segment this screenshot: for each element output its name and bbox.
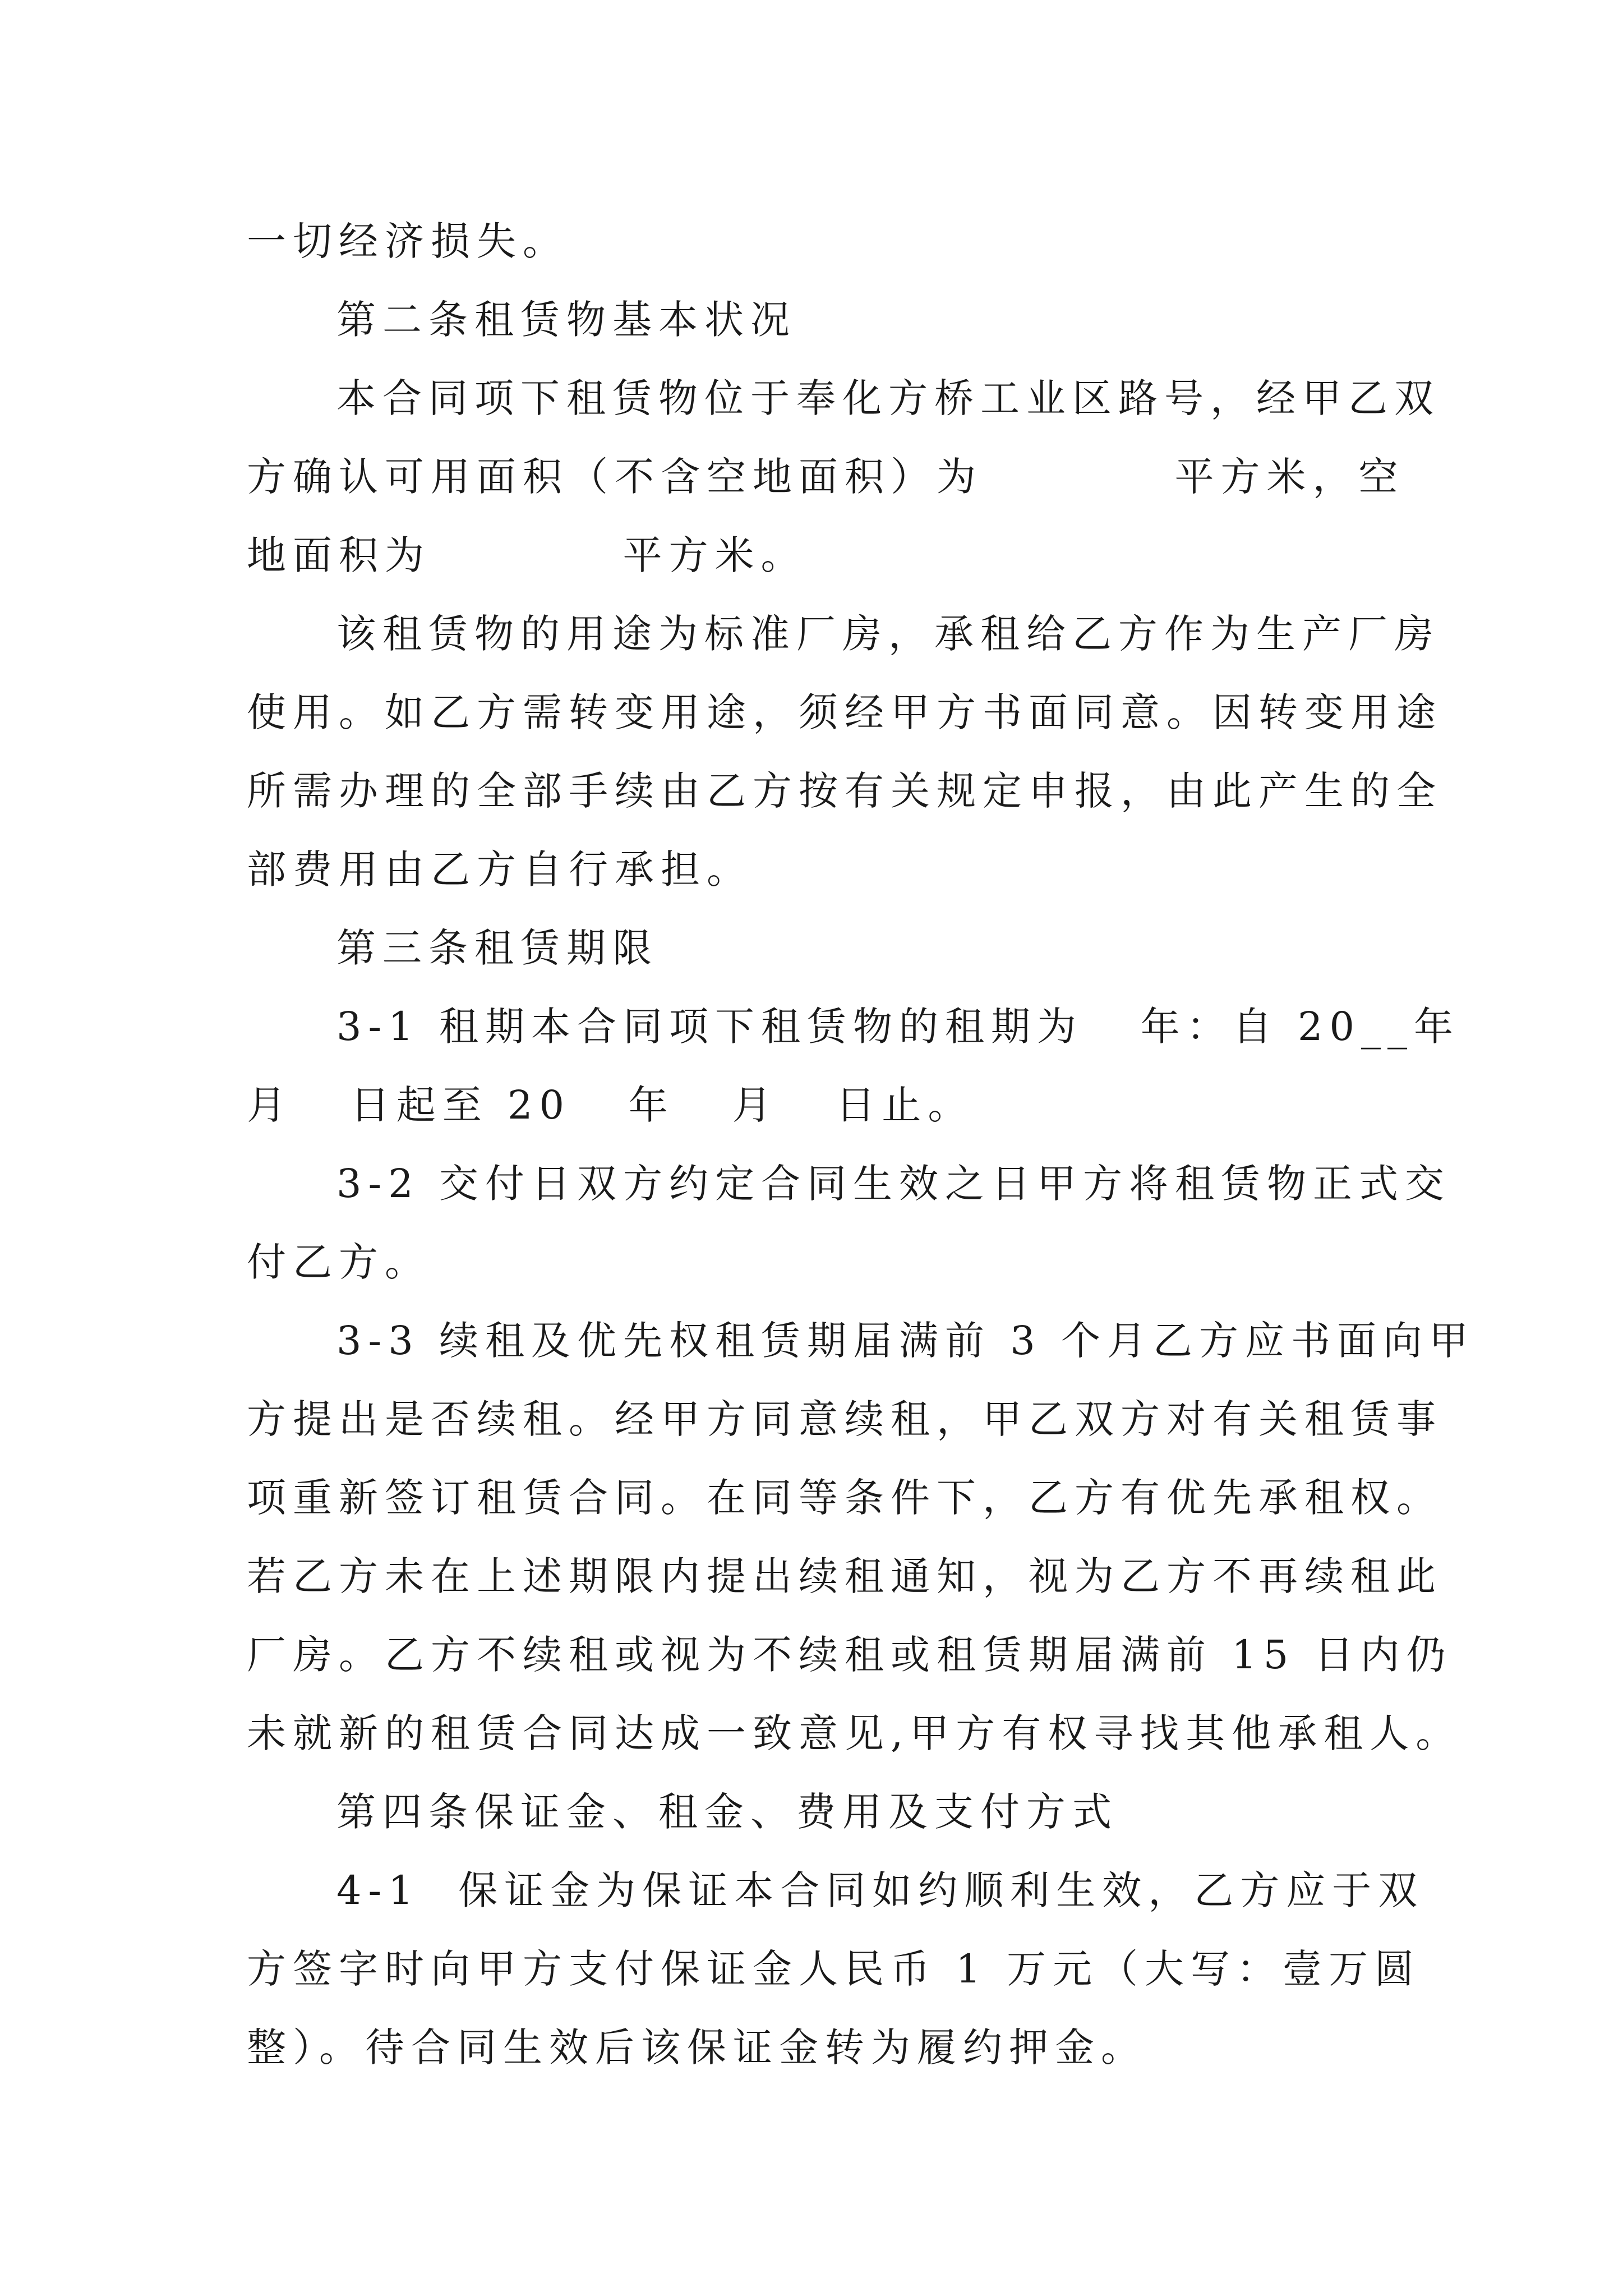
text-line: 3-2 交付日双方约定合同生效之日甲方将租赁物正式交 [336, 1161, 1451, 1207]
text-line: 方签字时向甲方支付保证金人民币 1 万元（大写：壹万圆 [247, 1946, 1421, 1992]
text-line: 项重新签订租赁合同。在同等条件下，乙方有优先承租权。 [247, 1475, 1442, 1521]
text-line: 未就新的租赁合同达成一致意见,甲方有权寻找其他承租人。 [247, 1710, 1462, 1756]
text-line: 方提出是否续租。经甲方同意续租，甲乙双方对有关租赁事 [247, 1396, 1442, 1442]
text-line: 3-3 续租及优先权租赁期届满前 3 个月乙方应书面向甲 [336, 1318, 1476, 1364]
text-line: 一切经济损失。 [247, 218, 569, 264]
text-line: 整）。待合同生效后该保证金转为履约押金。 [247, 2024, 1147, 2070]
section-heading: 第二条租赁物基本状况 [336, 297, 796, 343]
text-line: 方确认可用面积（不含空地面积）为 平方米，空 [247, 454, 1405, 500]
text-line: 厂房。乙方不续租或视为不续租或租赁期届满前 15 日内仍 [247, 1632, 1453, 1678]
text-line: 该租赁物的用途为标准厂房，承租给乙方作为生产厂房 [336, 611, 1440, 657]
text-line: 3-1 租期本合同项下租赁物的租期为 年：自 20__年 [336, 1004, 1460, 1050]
text-line: 若乙方未在上述期限内提出续租通知，视为乙方不再续租此 [247, 1553, 1442, 1599]
text-line: 月 日起至 20 年 月 日止。 [247, 1082, 974, 1128]
text-line: 4-1 保证金为保证本合同如约顺利生效，乙方应于双 [336, 1867, 1424, 1913]
text-line: 地面积为 平方米。 [247, 532, 807, 578]
text-line: 所需办理的全部手续由乙方按有关规定申报，由此产生的全 [247, 768, 1442, 814]
text-line: 部费用由乙方自行承担。 [247, 846, 753, 892]
text-line: 本合同项下租赁物位于奉化方桥工业区路号，经甲乙双 [336, 375, 1440, 421]
section-heading: 第四条保证金、租金、费用及支付方式 [336, 1789, 1118, 1835]
text-line: 付乙方。 [247, 1239, 431, 1285]
text-line: 使用。如乙方需转变用途，须经甲方书面同意。因转变用途 [247, 689, 1442, 735]
section-heading: 第三条租赁期限 [336, 925, 658, 971]
